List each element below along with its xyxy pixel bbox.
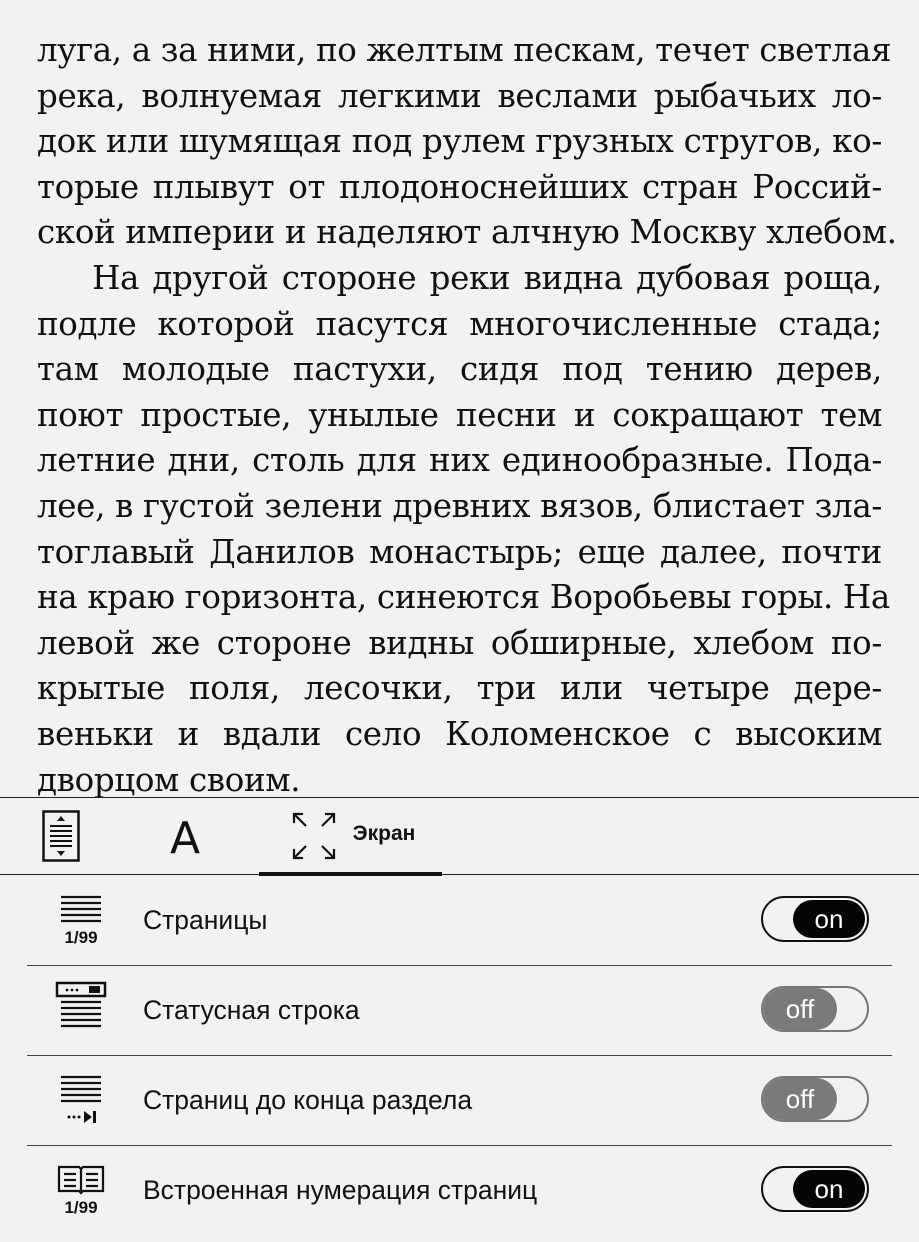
text-line: На другой стороне реки видна дубовая роща, [92, 258, 882, 297]
text-line: док или шумящая под рулем грузных стругов, ко- [37, 122, 882, 161]
reading-settings-panel [0, 797, 919, 1242]
toggle-knob: on [793, 1170, 865, 1208]
settings-tabs [0, 798, 919, 875]
text-line: лее, в густой зелени древних вязов, блистает зла- [37, 486, 882, 525]
text-line: летние дни, столь для них единообразные. Пода- [37, 441, 882, 480]
tab-screen-label: Экран [352, 822, 416, 845]
builtin-numbering-toggle[interactable] [761, 1166, 869, 1212]
text-line: дворцом своим. [37, 760, 301, 797]
setting-label: Статусная строка [143, 995, 360, 1025]
text-line: тоглавый Данилов монастырь; еще далее, почти [37, 532, 882, 571]
text-line: крытые поля, лесочки, три или четыре дере- [37, 669, 882, 708]
status-bar-icon [51, 981, 111, 1041]
toggle-knob: on [793, 900, 865, 938]
builtin-numbering-icon [51, 1161, 111, 1221]
font-icon: A [169, 813, 201, 864]
setting-row-pages[interactable] [27, 875, 892, 966]
setting-row-status-bar[interactable] [27, 965, 892, 1056]
text-line: там молодые пастухи, сидя под тению дерев, [37, 350, 882, 389]
setting-label: Страниц до конца раздела [143, 1085, 473, 1115]
tab-screen[interactable] [262, 798, 442, 874]
tab-font[interactable] [150, 798, 220, 874]
text-line: подле которой пасутся многочисленные стада; [37, 304, 882, 343]
pages-toggle[interactable] [761, 896, 869, 942]
text-line: на краю горизонта, синеются Воробьевы горы. На [37, 578, 890, 617]
text-line: ской империи и наделяют алчную Москву хлебом. [37, 213, 897, 252]
setting-row-builtin-numbering[interactable] [27, 1145, 892, 1235]
setting-label: Страницы [143, 905, 268, 935]
pages-to-end-icon [51, 1071, 111, 1131]
text-line: луга, а за ними, по желтым пескам, течет светлая [37, 31, 892, 69]
page-layout-icon [42, 810, 80, 862]
text-line: веньки и вдали село Коломенское с высоким [37, 714, 882, 753]
setting-row-pages-to-end[interactable] [27, 1055, 892, 1146]
svg-text:1/99: 1/99 [64, 1198, 98, 1217]
text-line: левой же стороне видны обширные, хлебом по- [37, 623, 882, 662]
toggle-knob: off [763, 988, 837, 1030]
toggle-knob: off [763, 1078, 837, 1120]
tab-layout[interactable] [36, 798, 86, 874]
svg-text:1/99: 1/99 [64, 928, 98, 947]
page-number-icon [51, 891, 111, 951]
text-line: река, волнуемая легкими веслами рыбачьих ло- [37, 76, 882, 115]
fullscreen-icon [289, 809, 339, 863]
text-line: торые плывут от плодоноснейших стран Россий- [37, 167, 882, 206]
text-line: поют простые, унылые песни и сокращают тем [37, 395, 882, 434]
pages-to-end-toggle[interactable] [761, 1076, 869, 1122]
book-text [37, 28, 897, 797]
setting-label: Встроенная нумерация страниц [143, 1175, 538, 1205]
status-bar-toggle[interactable] [761, 986, 869, 1032]
